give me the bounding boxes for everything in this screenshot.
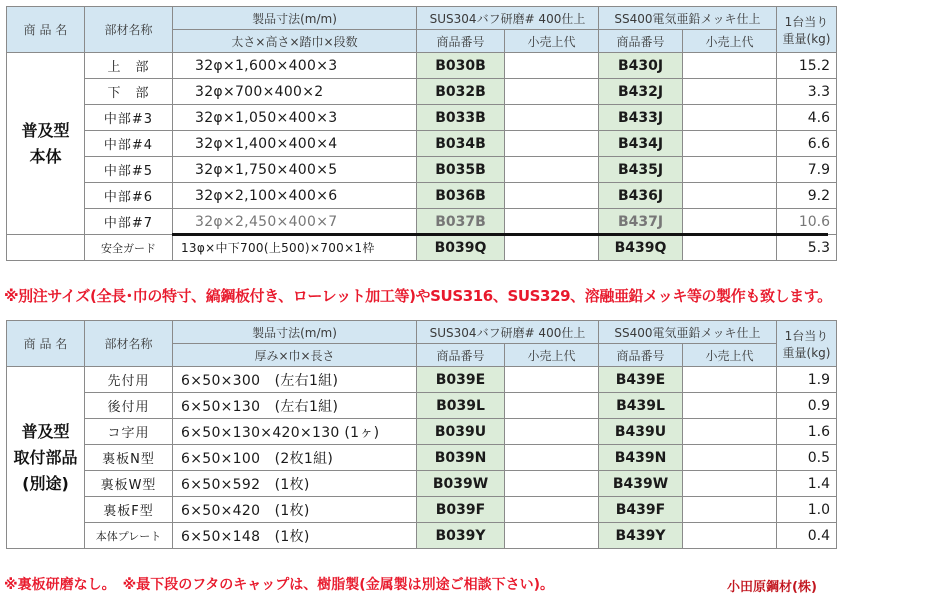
weight: 10.6	[777, 209, 837, 235]
sus-price	[505, 105, 599, 131]
sus-price	[505, 367, 599, 393]
part-name: 中部#3	[85, 105, 173, 131]
ss-code: B437J	[599, 209, 683, 235]
header-ss-code: 商品番号	[599, 30, 683, 53]
part-name: 安全ガード	[85, 235, 173, 261]
dimension: 6×50×130 (左右1組)	[173, 393, 417, 419]
ss-price	[683, 183, 777, 209]
weight: 7.9	[777, 157, 837, 183]
dimension: 32φ×700×400×2	[173, 79, 417, 105]
part-name: 中部#7	[85, 209, 173, 235]
part-name: 上 部	[85, 53, 173, 79]
dimension: 6×50×592 (1枚)	[173, 471, 417, 497]
header-product-name: 商 品 名	[7, 321, 85, 367]
sus-price	[505, 209, 599, 235]
sus-price	[505, 157, 599, 183]
sus-code: B035B	[417, 157, 505, 183]
header-weight	[777, 321, 837, 367]
dimension: 6×50×420 (1枚)	[173, 497, 417, 523]
ss-code: B439N	[599, 445, 683, 471]
weight: 1.9	[777, 367, 837, 393]
header-dimension-sub: 厚み×巾×長さ	[173, 344, 417, 367]
dimension: 32φ×1,050×400×3	[173, 105, 417, 131]
dimension: 32φ×2,100×400×6	[173, 183, 417, 209]
ss-code: B430J	[599, 53, 683, 79]
header-dimension-sub: 太さ×高さ×踏巾×段数	[173, 30, 417, 53]
ss-code: B433J	[599, 105, 683, 131]
weight: 0.5	[777, 445, 837, 471]
ss-code: B435J	[599, 157, 683, 183]
header-dimension: 製品寸法(m/m)	[173, 321, 417, 344]
dimension: 32φ×2,450×400×7	[173, 209, 417, 235]
group-label-line1: 普及型	[21, 421, 70, 441]
table-row	[7, 79, 837, 105]
weight: 1.6	[777, 419, 837, 445]
part-name: 中部#4	[85, 131, 173, 157]
header-sus-price: 小売上代	[505, 30, 599, 53]
weight: 1.4	[777, 471, 837, 497]
sus-price	[505, 497, 599, 523]
strikethrough-line	[172, 233, 828, 236]
spec-table-mounting-parts	[6, 320, 837, 549]
weight: 3.3	[777, 79, 837, 105]
ss-price	[683, 235, 777, 261]
sus-price	[505, 235, 599, 261]
ss-price	[683, 157, 777, 183]
group-label-line2: 取付部品	[13, 447, 78, 467]
ss-code: B439Y	[599, 523, 683, 549]
header-weight-line2: 重量(kg)	[782, 31, 831, 46]
sus-code: B030B	[417, 53, 505, 79]
part-name: コ字用	[85, 419, 173, 445]
header-ss-code: 商品番号	[599, 344, 683, 367]
header-ss-finish: SS400電気亜鉛メッキ仕上	[599, 7, 777, 30]
header-product-name: 商 品 名	[7, 7, 85, 53]
ss-code: B436J	[599, 183, 683, 209]
ss-code: B434J	[599, 131, 683, 157]
header-part-name: 部材名称	[85, 7, 173, 53]
group-label-line2: 本体	[29, 146, 62, 166]
header-weight-line1: 1台当り	[784, 14, 829, 29]
part-name: 裏板N型	[85, 445, 173, 471]
sus-code: B036B	[417, 183, 505, 209]
sus-code: B039W	[417, 471, 505, 497]
header-sus-finish: SUS304バフ研磨# 400仕上	[417, 7, 599, 30]
table-row-discontinued	[7, 209, 837, 235]
ss-code: B439E	[599, 367, 683, 393]
dimension: 13φ×中下700(上500)×700×1枠	[173, 235, 417, 261]
group-blank	[7, 235, 85, 261]
table-row	[7, 367, 837, 393]
ss-price	[683, 79, 777, 105]
sus-code: B039U	[417, 419, 505, 445]
ss-code: B432J	[599, 79, 683, 105]
header-ss-price: 小売上代	[683, 344, 777, 367]
table-row	[7, 157, 837, 183]
ss-price	[683, 367, 777, 393]
ss-price	[683, 53, 777, 79]
header-sus-finish: SUS304バフ研磨# 400仕上	[417, 321, 599, 344]
header-row	[7, 7, 837, 30]
weight: 15.2	[777, 53, 837, 79]
sus-code: B039Q	[417, 235, 505, 261]
table-row-guard	[7, 235, 837, 261]
header-weight	[777, 7, 837, 53]
sus-code: B033B	[417, 105, 505, 131]
dimension: 6×50×100 (2枚1組)	[173, 445, 417, 471]
sus-price	[505, 523, 599, 549]
sus-price	[505, 419, 599, 445]
dimension: 6×50×148 (1枚)	[173, 523, 417, 549]
sus-code: B039E	[417, 367, 505, 393]
ss-price	[683, 497, 777, 523]
ss-price	[683, 105, 777, 131]
part-name: 裏板W型	[85, 471, 173, 497]
weight: 6.6	[777, 131, 837, 157]
part-name: 本体プレート	[85, 523, 173, 549]
header-dimension: 製品寸法(m/m)	[173, 7, 417, 30]
dimension: 32φ×1,400×400×4	[173, 131, 417, 157]
table-row	[7, 53, 837, 79]
company-name: 小田原鋼材(株)	[727, 580, 817, 595]
part-name: 先付用	[85, 367, 173, 393]
sus-code: B039Y	[417, 523, 505, 549]
part-name: 下 部	[85, 79, 173, 105]
sus-code: B034B	[417, 131, 505, 157]
ss-code: B439Q	[599, 235, 683, 261]
sus-price	[505, 131, 599, 157]
header-row	[7, 321, 837, 344]
ss-code: B439F	[599, 497, 683, 523]
ss-price	[683, 209, 777, 235]
sus-price	[505, 53, 599, 79]
header-ss-price: 小売上代	[683, 30, 777, 53]
sus-price	[505, 393, 599, 419]
ss-price	[683, 393, 777, 419]
dimension: 32φ×1,600×400×3	[173, 53, 417, 79]
group-label	[7, 53, 85, 235]
header-weight-line1: 1台当り	[784, 328, 829, 343]
table-row	[7, 131, 837, 157]
part-name: 後付用	[85, 393, 173, 419]
ss-price	[683, 445, 777, 471]
sus-code: B032B	[417, 79, 505, 105]
spec-table-main-body	[6, 6, 837, 261]
ss-code: B439L	[599, 393, 683, 419]
header-weight-line2: 重量(kg)	[782, 345, 831, 360]
table-row	[7, 183, 837, 209]
custom-order-note: ※別注サイズ(全長･巾の特寸、縞鋼板付き、ローレット加工等)やSUS316、SUS329、溶融亜鉛メッキ等の製作も致します。	[4, 287, 832, 305]
sus-price	[505, 183, 599, 209]
ss-price	[683, 419, 777, 445]
weight: 9.2	[777, 183, 837, 209]
sus-price	[505, 79, 599, 105]
header-sus-price: 小売上代	[505, 344, 599, 367]
sus-price	[505, 471, 599, 497]
ss-price	[683, 523, 777, 549]
weight: 5.3	[777, 235, 837, 261]
group-label-line1: 普及型	[21, 120, 70, 140]
ss-price	[683, 471, 777, 497]
part-name: 中部#5	[85, 157, 173, 183]
finish-note: ※裏板研磨なし。 ※最下段のフタのキャップは、樹脂製(金属製は別途ご相談下さい)。	[4, 577, 555, 593]
dimension: 6×50×300 (左右1組)	[173, 367, 417, 393]
table-row	[7, 445, 837, 471]
ss-code: B439U	[599, 419, 683, 445]
table-row	[7, 393, 837, 419]
ss-price	[683, 131, 777, 157]
table-row	[7, 105, 837, 131]
table-row	[7, 523, 837, 549]
sus-code: B039L	[417, 393, 505, 419]
header-ss-finish: SS400電気亜鉛メッキ仕上	[599, 321, 777, 344]
table-row	[7, 471, 837, 497]
group-label	[7, 367, 85, 549]
sus-code: B039F	[417, 497, 505, 523]
header-sus-code: 商品番号	[417, 30, 505, 53]
part-name: 中部#6	[85, 183, 173, 209]
group-label-line3: (別途)	[22, 473, 69, 493]
dimension: 6×50×130×420×130 (1ヶ)	[173, 419, 417, 445]
weight: 0.9	[777, 393, 837, 419]
weight: 4.6	[777, 105, 837, 131]
table-row	[7, 497, 837, 523]
weight: 1.0	[777, 497, 837, 523]
sus-code: B039N	[417, 445, 505, 471]
table-row	[7, 419, 837, 445]
header-sus-code: 商品番号	[417, 344, 505, 367]
dimension: 32φ×1,750×400×5	[173, 157, 417, 183]
sus-price	[505, 445, 599, 471]
ss-code: B439W	[599, 471, 683, 497]
part-name: 裏板F型	[85, 497, 173, 523]
weight: 0.4	[777, 523, 837, 549]
sus-code: B037B	[417, 209, 505, 235]
header-part-name: 部材名称	[85, 321, 173, 367]
